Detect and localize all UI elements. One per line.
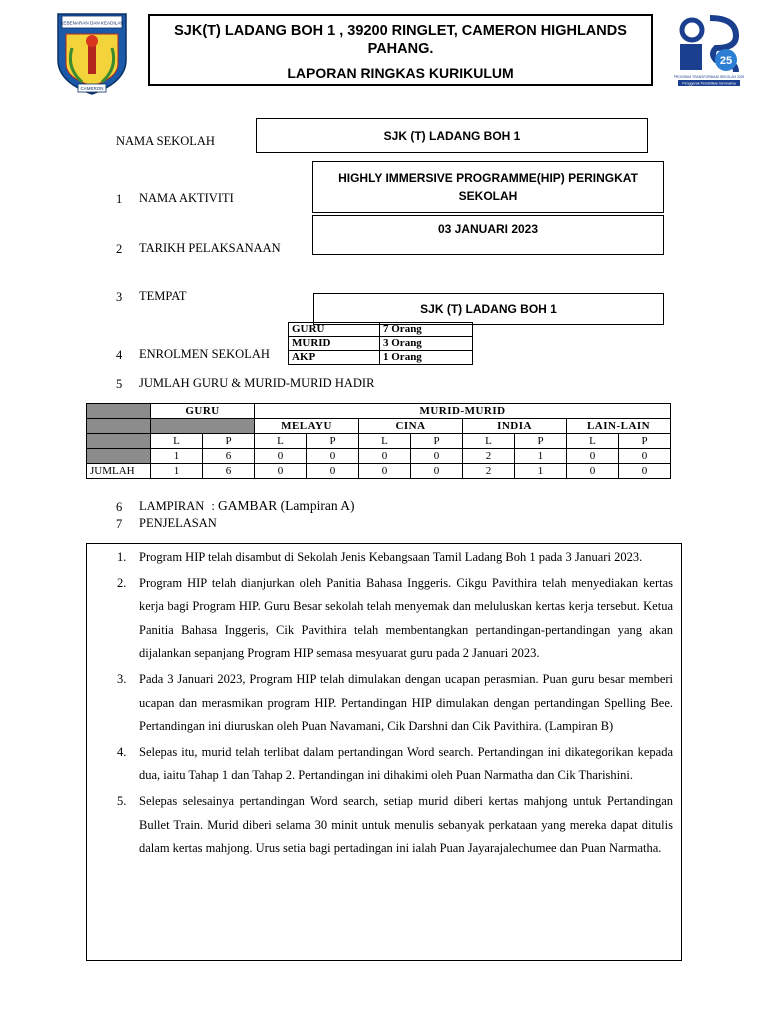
nama-aktiviti-line2: SEKOLAH <box>458 189 518 203</box>
grey-cell <box>87 404 151 419</box>
lp-cell: P <box>411 434 463 449</box>
count-cell: 1 <box>151 449 203 464</box>
num-6: 6 <box>116 500 123 514</box>
list-item <box>101 668 673 739</box>
count-cell: 1 <box>515 449 567 464</box>
enrolmen-key: AKP <box>289 351 380 365</box>
item-number: 2. <box>117 575 127 590</box>
lp-cell: P <box>619 434 671 449</box>
total-cell: 0 <box>411 464 463 479</box>
count-cell: 0 <box>411 449 463 464</box>
tarikh-text: 03 JANUARI 2023 <box>437 222 539 236</box>
enrolmen-row <box>289 337 473 351</box>
item-text: Selepas itu, murid telah terlibat dalam pertandingan Word search. Pertandingan ini dikategorikan kepada dua, iaitu Tahap 1 dan Tahap 2. Pertandingan ini dihakimi oleh Puan Narmatha dan Cik Tharishini. <box>139 744 673 783</box>
grey-cell <box>87 434 151 449</box>
lampiran-value: GAMBAR (Lampiran A) <box>218 498 355 513</box>
list-item <box>101 741 673 788</box>
lampiran-sep: : <box>211 499 215 513</box>
enrolmen-row <box>289 351 473 365</box>
total-cell: 0 <box>567 464 619 479</box>
label-tarikh: TARIKH PELAKSANAAN <box>139 241 281 255</box>
enrolmen-key: MURID <box>289 337 380 351</box>
count-cell: 0 <box>359 449 411 464</box>
list-item <box>101 790 673 861</box>
lp-cell: P <box>203 434 255 449</box>
svg-text:PROGRAM TRANSFORMASI SEKOLAH 2: PROGRAM TRANSFORMASI SEKOLAH 2025 <box>674 75 744 79</box>
count-cell: 0 <box>619 449 671 464</box>
group-cina: CINA <box>359 419 463 434</box>
grey-cell <box>87 419 151 434</box>
total-cell: 0 <box>619 464 671 479</box>
group-india: INDIA <box>463 419 567 434</box>
num-2: 2 <box>116 242 123 256</box>
num-7: 7 <box>116 517 123 531</box>
label-enrolmen: ENROLMEN SEKOLAH <box>139 347 270 361</box>
svg-text:Penggerak Pendidikan Bermakna: Penggerak Pendidikan Bermakna <box>682 81 736 86</box>
total-cell: 1 <box>515 464 567 479</box>
enrolmen-key: GURU <box>289 323 380 337</box>
enrolmen-value: 7 Orang <box>380 323 473 337</box>
num-3: 3 <box>116 290 123 304</box>
label-nama-aktiviti: NAMA AKTIVITI <box>139 191 234 205</box>
item-text: Selepas selesainya pertandingan Word search, setiap murid diberi kertas mahjong untuk Pertandingan Bullet Train. Murid diberi selama 30 minit untuk menulis sebanyak perkataan yang mereka dapat ditulis dalam kertas mahjong. Urus setia bagi pertadingan ini ialah Puan Jayarajalechumee dan Puan Narmatha. <box>139 793 673 856</box>
item-number: 1. <box>117 550 127 564</box>
label-lampiran: LAMPIRAN <box>139 499 205 513</box>
num-4: 4 <box>116 348 123 362</box>
num-5: 5 <box>116 377 123 391</box>
enrolmen-row <box>289 323 473 337</box>
total-cell: 1 <box>151 464 203 479</box>
header-guru: GURU <box>151 404 255 419</box>
total-cell: 2 <box>463 464 515 479</box>
attendance-data-row <box>87 449 671 464</box>
nama-sekolah-text: SJK (T) LADANG BOH 1 <box>383 128 521 143</box>
lp-cell: L <box>567 434 619 449</box>
svg-text:25: 25 <box>719 55 733 67</box>
item-text: Pada 3 Januari 2023, Program HIP telah dimulakan dengan ucapan perasmian. Puan guru besar memberi ucapan dan merasmikan program HIP. Pertandingan HIP dimulakan dengan pertandingan Spelling Bee. Pertandingan ini diuruskan oleh Puan Navamani, Cik Darshni dan Cik Pavithira. (Lampiran B) <box>139 671 673 734</box>
attendance-table <box>86 403 671 479</box>
lp-cell: L <box>463 434 515 449</box>
attendance-header-row <box>87 404 671 419</box>
lp-cell: L <box>359 434 411 449</box>
header-state: PAHANG. <box>367 41 434 57</box>
value-tarikh <box>312 215 664 255</box>
list-item <box>101 546 673 570</box>
lp-cell: L <box>255 434 307 449</box>
count-cell: 6 <box>203 449 255 464</box>
value-nama-sekolah <box>256 118 648 153</box>
attendance-lp-row <box>87 434 671 449</box>
value-tempat <box>313 293 664 325</box>
svg-text:CAMERON: CAMERON <box>80 86 104 91</box>
nama-aktiviti-line1: HIGHLY IMMERSIVE PROGRAMME(HIP) PERINGKAT <box>338 171 638 185</box>
penjelasan-list <box>101 546 673 861</box>
enrolmen-value: 1 Orang <box>380 351 473 365</box>
lp-cell: P <box>515 434 567 449</box>
header-report-title: LAPORAN RINGKAS KURIKULUM <box>287 65 514 81</box>
group-melayu: MELAYU <box>255 419 359 434</box>
item-text: Program HIP telah disambut di Sekolah Jenis Kebangsaan Tamil Ladang Boh 1 pada 3 Januari 2023. <box>139 550 643 564</box>
lampiran-line <box>139 498 355 514</box>
label-nama-sekolah: NAMA SEKOLAH <box>116 134 215 148</box>
count-cell: 2 <box>463 449 515 464</box>
label-penjelasan: PENJELASAN <box>139 516 217 530</box>
grey-cell <box>151 419 255 434</box>
label-tempat: TEMPAT <box>139 289 187 303</box>
attendance-group-row <box>87 419 671 434</box>
report-header <box>148 14 653 86</box>
total-cell: 0 <box>307 464 359 479</box>
attendance-total-row <box>87 464 671 479</box>
jumlah-label: JUMLAH <box>87 464 151 479</box>
count-cell: 0 <box>255 449 307 464</box>
count-cell: 0 <box>567 449 619 464</box>
num-1: 1 <box>116 192 123 206</box>
header-school-address: SJK(T) LADANG BOH 1 , 39200 RINGLET, CAMERON HIGHLANDS <box>174 23 627 39</box>
grey-cell <box>87 449 151 464</box>
total-cell: 0 <box>255 464 307 479</box>
count-cell: 0 <box>307 449 359 464</box>
value-nama-aktiviti <box>312 161 664 213</box>
item-text: Program HIP telah dianjurkan oleh Panitia Bahasa Inggeris. Cikgu Pavithira telah menyediakan kertas kerja bagi Program HIP. Guru Besar sekolah telah menyemak dan meluluskan kertas kerja tersebut. Ketua Panitia Bahasa Inggeris, Cik Pavithira telah membentangkan pertandingan-pertandingan yang akan dijalankan sepanjang Program HIP semasa mesyuarat guru pada 2 Januari 2023. <box>139 575 673 661</box>
group-lain-lain: LAIN-LAIN <box>567 419 671 434</box>
lp-cell: L <box>151 434 203 449</box>
item-number: 5. <box>117 793 127 808</box>
total-cell: 0 <box>359 464 411 479</box>
penjelasan-box <box>86 543 682 961</box>
enrolmen-value: 3 Orang <box>380 337 473 351</box>
item-number: 3. <box>117 671 127 686</box>
svg-text:KEBENARAN DAN KEADILAN: KEBENARAN DAN KEADILAN <box>60 20 124 26</box>
tempat-text: SJK (T) LADANG BOH 1 <box>420 302 557 316</box>
item-number: 4. <box>117 744 127 759</box>
total-cell: 6 <box>203 464 255 479</box>
list-item <box>101 572 673 666</box>
lp-cell: P <box>307 434 359 449</box>
enrolmen-table <box>288 322 473 365</box>
school-crest-logo <box>52 8 132 96</box>
header-murid: MURID-MURID <box>255 404 671 419</box>
transformasi-sekolah-logo <box>674 14 744 88</box>
label-jumlah-hadir: JUMLAH GURU & MURID-MURID HADIR <box>139 376 375 390</box>
